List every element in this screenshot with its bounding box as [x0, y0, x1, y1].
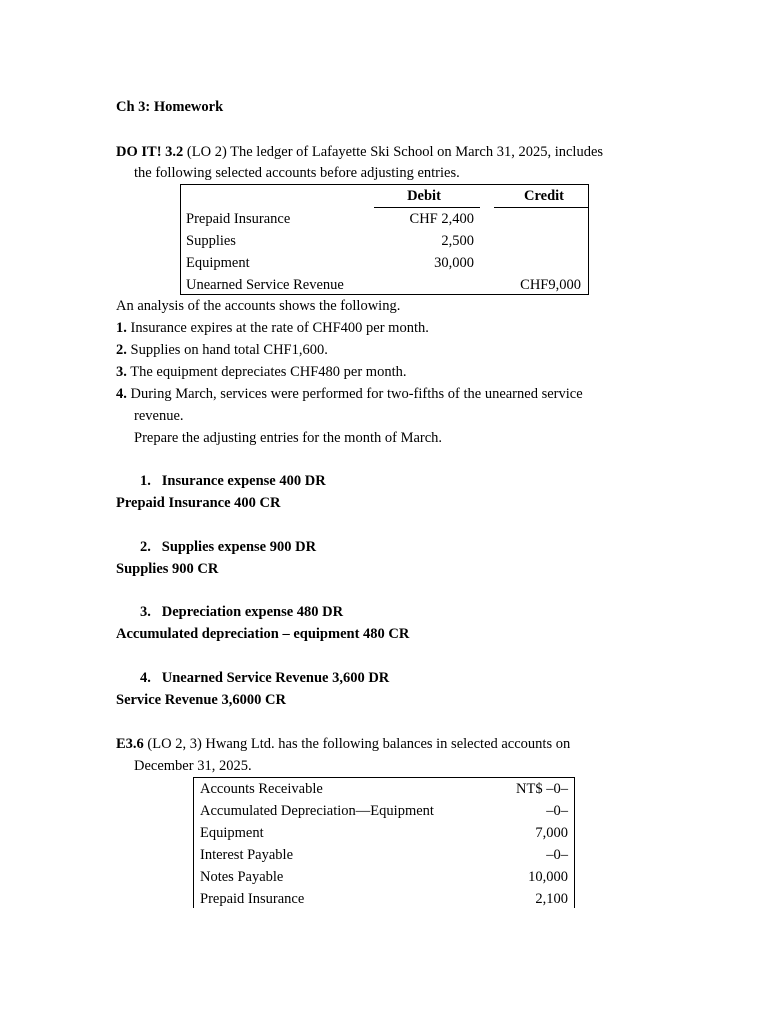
account-name: Prepaid Insurance: [186, 211, 291, 227]
problem1-intro-line2: the following selected accounts before adjusting entries.: [134, 165, 460, 181]
answer-debit: 4. Unearned Service Revenue 3,600 DR: [140, 670, 390, 686]
analysis-item: [116, 341, 328, 359]
debit-value: 2,500: [441, 233, 474, 249]
balances-table: [193, 777, 575, 908]
answer-debit: 1. Insurance expense 400 DR: [140, 473, 326, 489]
amount-value: 10,000: [528, 869, 568, 885]
debit-value: CHF 2,400: [409, 211, 474, 227]
item-text: Insurance expires at the rate of CHF400 per month.: [126, 320, 429, 336]
item-text: The equipment depreciates CHF480 per month.: [126, 364, 407, 380]
account-name: Accounts Receivable: [200, 781, 323, 797]
analysis-item: [116, 363, 406, 381]
problem2-intro-text: Hwang Ltd. has the following balances in selected accounts on: [201, 736, 571, 752]
page-title: Ch 3: Homework: [116, 99, 224, 115]
problem2-code: E3.6: [116, 736, 144, 752]
account-name: Equipment: [186, 255, 250, 271]
amount-value: 2,100: [535, 891, 568, 907]
credit-underline: [494, 207, 588, 208]
account-name: Supplies: [186, 233, 236, 249]
answer-credit: Accumulated depreciation – equipment 480 CR: [116, 626, 410, 642]
ledger-table: [180, 184, 589, 295]
amount-value: –0–: [546, 803, 568, 819]
problem2-intro-line2: December 31, 2025.: [134, 758, 252, 774]
col-header-debit: Debit: [407, 188, 441, 204]
account-name: Accumulated Depreciation—Equipment: [200, 803, 434, 819]
analysis-item-cont: revenue.: [134, 408, 184, 424]
analysis-item: [116, 319, 429, 337]
item-number: 2.: [116, 342, 127, 358]
debit-value: 30,000: [434, 255, 474, 271]
problem1-intro-text: The ledger of Lafayette Ski School on March 31, 2025, includes: [226, 144, 604, 160]
problem2-lo: (LO 2, 3): [147, 736, 202, 752]
answer-credit: Service Revenue 3,6000 CR: [116, 692, 286, 708]
item-number: 4.: [116, 386, 127, 402]
problem2-intro: [116, 735, 570, 753]
amount-value: NT$ –0–: [516, 781, 568, 797]
account-name: Unearned Service Revenue: [186, 277, 344, 293]
credit-value: CHF9,000: [520, 277, 581, 293]
col-header-credit: Credit: [523, 188, 564, 204]
problem1-lo: (LO 2): [186, 144, 227, 160]
account-name: Equipment: [200, 825, 264, 841]
answer-credit: Prepaid Insurance 400 CR: [116, 495, 281, 511]
account-name: Notes Payable: [200, 869, 284, 885]
problem1-code: DO IT! 3.2: [116, 144, 184, 160]
item-number: 3.: [116, 364, 127, 380]
amount-value: 7,000: [535, 825, 568, 841]
debit-underline: [374, 207, 480, 208]
instruction: Prepare the adjusting entries for the month of March.: [134, 430, 443, 446]
item-text: Supplies on hand total CHF1,600.: [126, 342, 328, 358]
item-number: 1.: [116, 320, 127, 336]
problem1-intro: [116, 143, 603, 161]
amount-value: –0–: [546, 847, 568, 863]
answer-credit: Supplies 900 CR: [116, 561, 219, 577]
analysis-intro: An analysis of the accounts shows the following.: [116, 298, 401, 314]
account-name: Prepaid Insurance: [200, 891, 305, 907]
answer-debit: 2. Supplies expense 900 DR: [140, 539, 317, 555]
item-text: During March, services were performed for two-fifths of the unearned service: [126, 386, 583, 402]
analysis-item: [116, 385, 583, 403]
account-name: Interest Payable: [200, 847, 294, 863]
answer-debit: 3. Depreciation expense 480 DR: [140, 604, 344, 620]
